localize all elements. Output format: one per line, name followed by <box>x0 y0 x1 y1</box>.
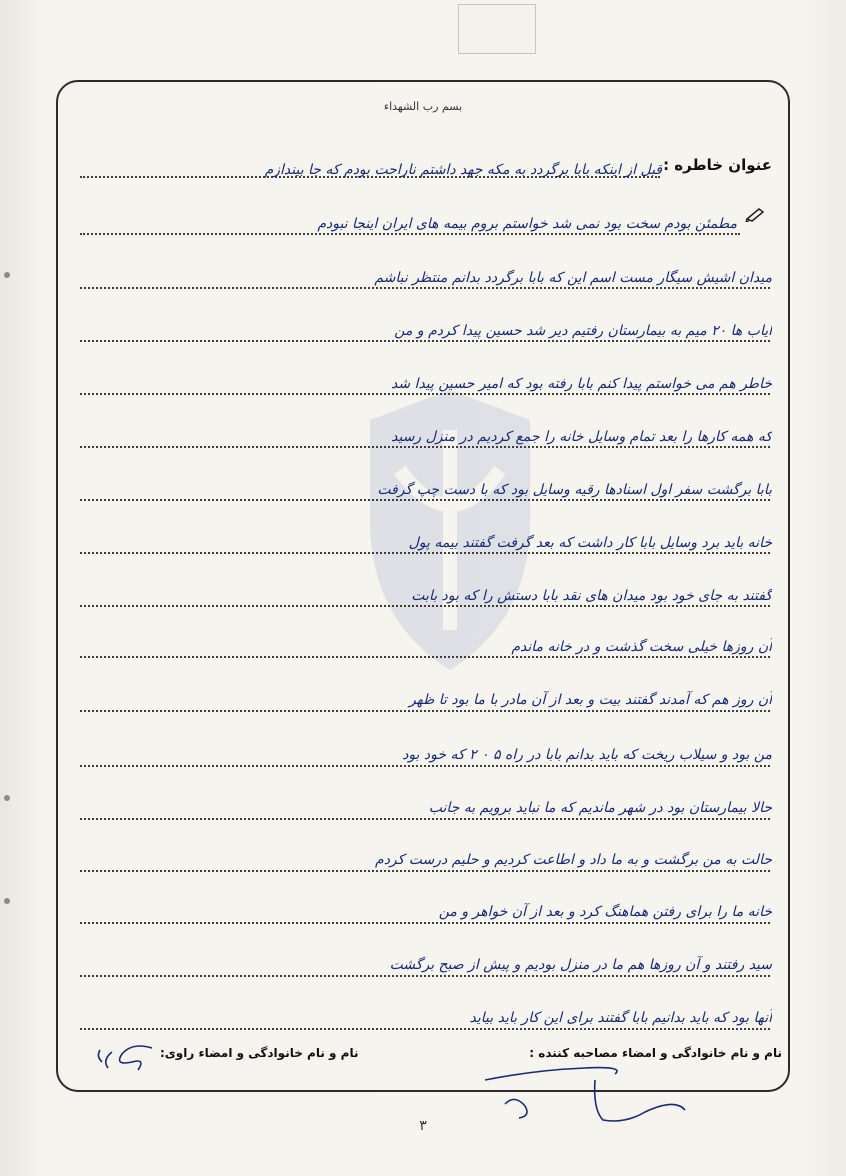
ruled-line <box>80 870 770 872</box>
handwritten-line: قبل از اینکه بابا برگردد به مکه جهد داشتم ناراحت بودم که جا بیندازم <box>264 162 662 178</box>
handwritten-line: بابا برگشت سفر اول اسنادها رقیه وسایل بود که با دست چپ گرفت <box>377 482 772 498</box>
binder-hole <box>4 795 10 801</box>
ruled-line <box>80 818 770 820</box>
pen-icon <box>745 206 767 222</box>
ruled-line <box>80 765 770 767</box>
ruled-line <box>80 710 770 712</box>
page-title: بسم رب الشهداء <box>383 100 463 113</box>
handwritten-line: خانه باید برد وسایل بابا کار داشت که بعد گرفت گفتند بیمه پول <box>408 535 772 551</box>
handwritten-line: حالت به من برگشت و به ما داد و اطاعت کردیم و حلیم درست کردم <box>375 852 772 868</box>
handwritten-line: گفتند به جای خود بود میدان های نقد بابا دستش را که بود بابت <box>411 588 772 604</box>
memory-title-label: عنوان خاطره : <box>663 156 772 174</box>
interviewer-signature-label: نام و نام خانوادگی و امضاء مصاحبه کننده : <box>529 1046 782 1060</box>
handwritten-line: آن روز هم که آمدند گفتند بیت و بعد از آن مادر با ما بود تا ظهر <box>408 692 772 708</box>
handwritten-line: آنها بود که باید بدانیم بابا گفتند برای این کار باید بیاید <box>469 1010 772 1026</box>
handwritten-line: آن روزها خیلی سخت گذشت و در خانه ماندم <box>511 639 772 655</box>
handwritten-line: مطمئن بودم سخت بود نمی شد خواستم بروم بیمه های ایران اینجا نبودم <box>317 216 737 232</box>
narrator-signature-icon <box>92 1040 162 1076</box>
handwritten-line: که همه کارها را بعد تمام وسایل خانه را جمع کردیم در منزل رسید <box>391 429 772 445</box>
handwritten-line: میدان اشیش سیگار مست اسم این که بابا برگردد بدانم منتظر نباشم <box>374 270 772 286</box>
handwritten-line: خانه ما را برای رفتن هماهنگ کرد و بعد از آن خواهر و من <box>438 904 772 920</box>
ruled-line <box>80 975 770 977</box>
handwritten-line: حالا بیمارستان بود در شهر ماندیم که ما نباید برویم به جانب <box>428 800 772 816</box>
handwritten-line: خاطر هم می خواستم پیدا کنم بابا رفته بود که امیر حسین پیدا شد <box>391 376 772 392</box>
emblem-watermark-icon <box>330 380 570 680</box>
ruled-line <box>80 1028 770 1030</box>
binder-hole <box>4 898 10 904</box>
handwritten-line: ایاب ها ۲۰ میم به بیمارستان رفتیم دیر شد حسین پیدا کردم و من <box>394 323 772 339</box>
narrator-signature-label: نام و نام خانوادگی و امضاء راوی: <box>160 1046 359 1060</box>
stamp-box <box>458 4 536 54</box>
binder-hole <box>4 272 10 278</box>
page-number: ٣ <box>419 1118 427 1134</box>
handwritten-line: من بود و سیلاب ریخت که باید بدانم بابا در راه ۵ ۰ ۲ که خود بود <box>402 747 772 763</box>
handwritten-line: سید رفتند و آن روزها هم ما در منزل بودیم و پیش از صبح برگشت <box>389 957 772 973</box>
ruled-line <box>80 922 770 924</box>
